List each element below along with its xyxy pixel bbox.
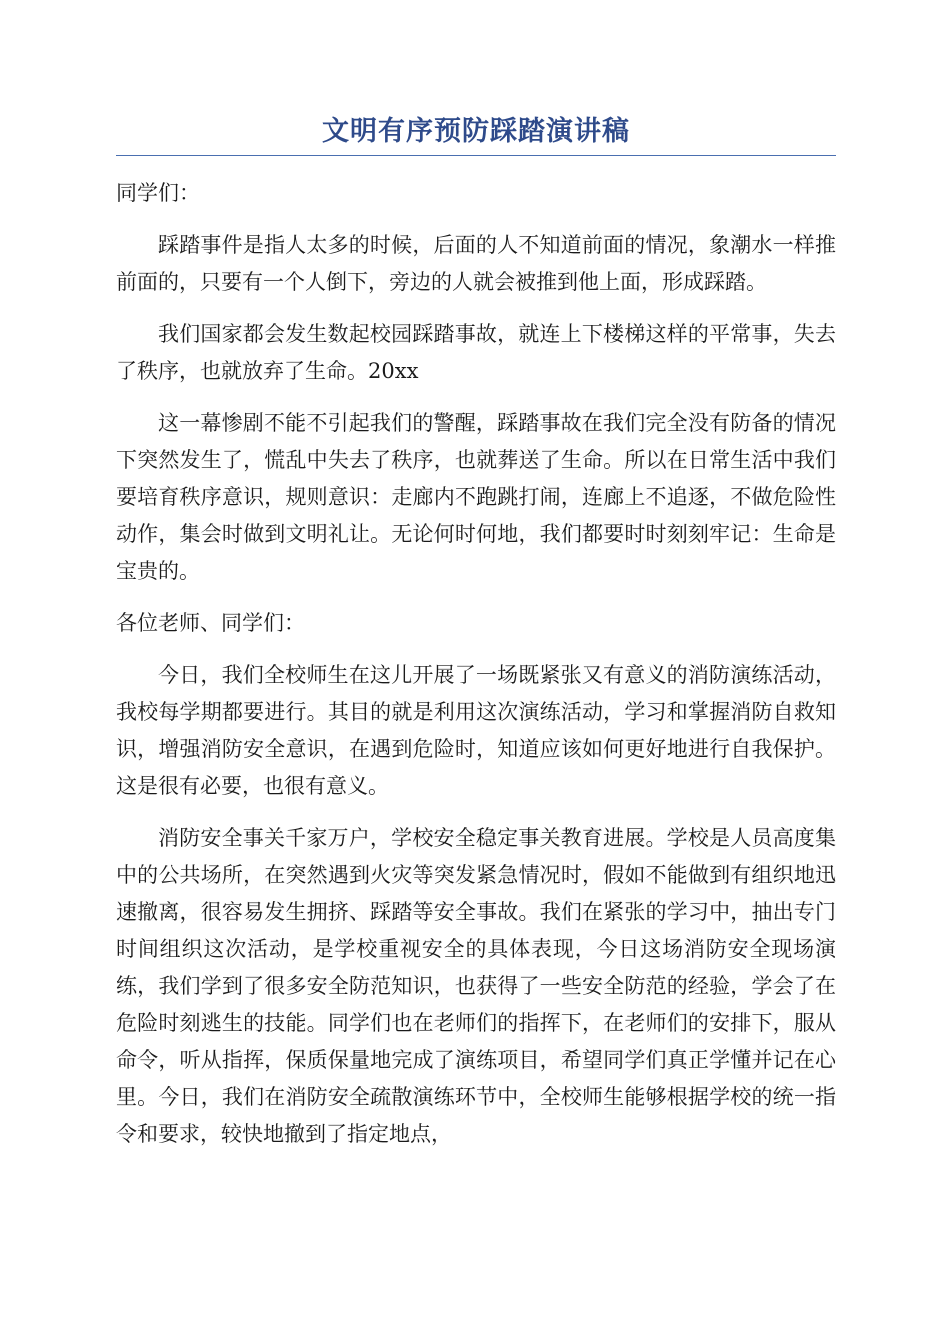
paragraph-stampede-definition: 踩踏事件是指人太多的时候，后面的人不知道前面的情况，象潮水一样推前面的，只要有一个人倒下，旁边的人就会被推到他上面，形成踩踏。 [116,233,836,294]
document-title: 文明有序预防踩踏演讲稿 [116,112,836,156]
paragraph-order-awareness: 这一幕惨剧不能不引起我们的警醒，踩踏事故在我们完全没有防备的情况下突然发生了，慌乱中失去了秩序，也就葬送了生命。所以在日常生活中我们要培育秩序意识，规则意识：走廊内不跑跳打闹，连廊上不追逐，不做危险性动作，集会时做到文明礼让。无论何时何地，我们都要时时刻刻牢记：生命是宝贵的。 [116,411,836,583]
greeting-teachers-students: 各位老师、同学们： [116,611,305,635]
paragraph-fire-safety: 消防安全事关千家万户，学校安全稳定事关教育进展。学校是人员高度集中的公共场所，在突然遇到火灾等突发紧急情况时，假如不能做到有组织地迅速撤离，很容易发生拥挤、踩踏等安全事故。我们在紧张的学习中，抽出专门时间组织这次活动，是学校重视安全的具体表现，今日这场消防安全现场演练，我们学到了很多安全防范知识，也获得了一些安全防范的经验，学会了在危险时刻逃生的技能。同学们也在老师们的指挥下，在老师们的安排下，服从命令，听从指挥，保质保量地完成了演练项目，希望同学们真正学懂并记在心里。今日，我们在消防安全疏散演练环节中，全校师生能够根据学校的统一指令和要求，较快地撤到了指定地点， [116,826,836,1146]
paragraph-campus-accidents: 我们国家都会发生数起校园踩踏事故，就连上下楼梯这样的平常事，失去了秩序，也就放弃了生命。20xx [116,322,836,383]
paragraph-fire-drill: 今日，我们全校师生在这儿开展了一场既紧张又有意义的消防演练活动，我校每学期都要进行。其目的就是利用这次演练活动，学习和掌握消防自救知识，增强消防安全意识，在遇到危险时，知道应该如何更好地进行自我保护。这是很有必要，也很有意义。 [116,663,836,798]
document-page [116,112,836,1153]
greeting-students: 同学们： [116,181,200,205]
